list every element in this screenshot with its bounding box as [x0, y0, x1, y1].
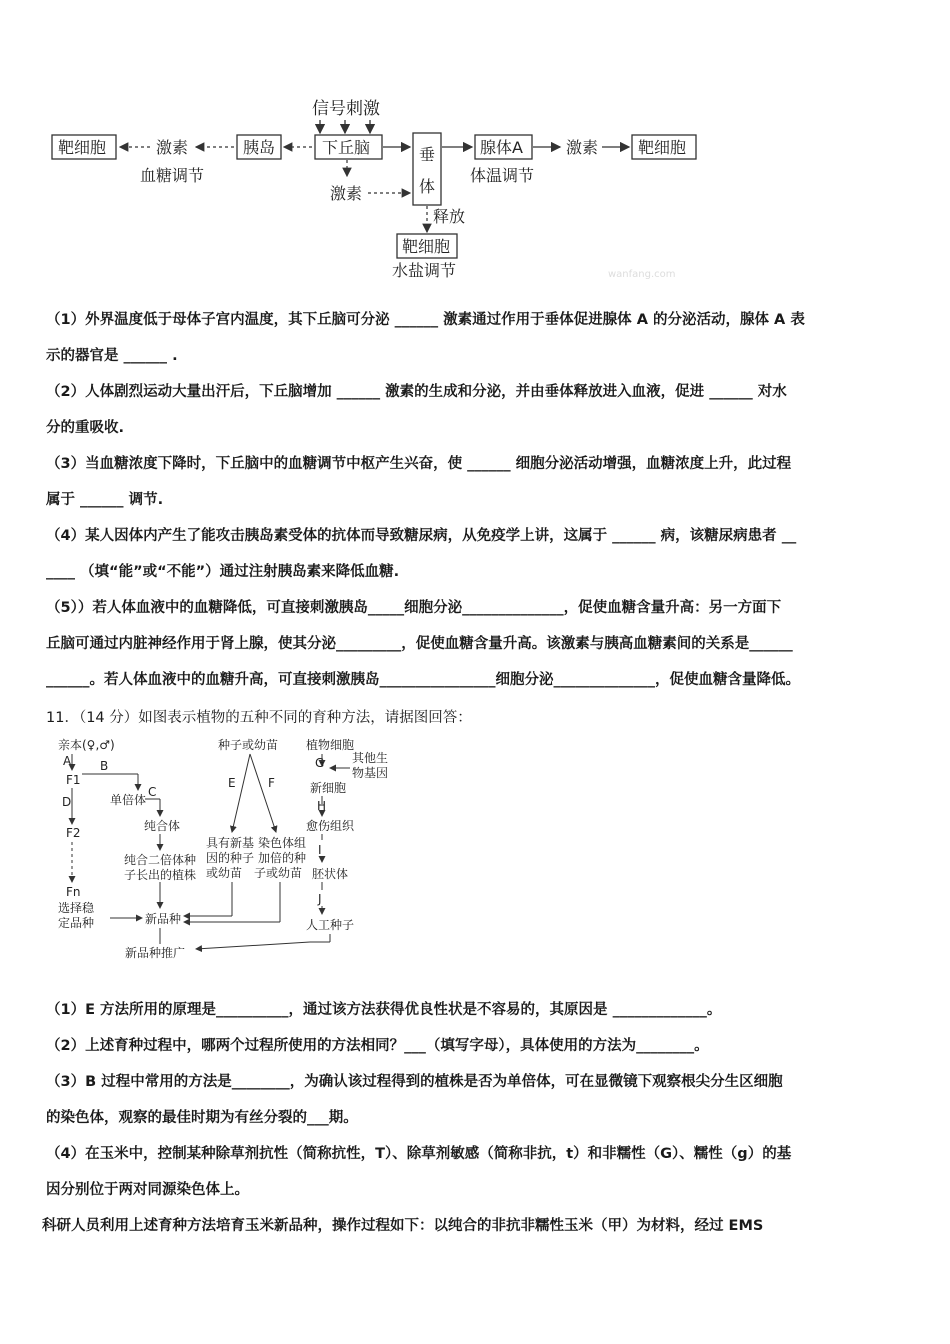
label-D: D [62, 795, 72, 809]
q10-line: （2）人体剧烈运动大量出汗后，下丘脑增加 ______ 激素的生成和分泌，并由垂体释放进入血液，促进 ______ 对水 [46, 384, 787, 400]
label-Fn: Fn [66, 885, 81, 899]
doubled-label-2: 加倍的种 [258, 851, 307, 865]
question-11-text [42, 992, 908, 1244]
q11-line: （4）在玉米中，控制某种除草剂抗性（简称抗性，T）、除草剂敏感（简称非抗，t）和非糯性（G）、糯性（g）的基 [46, 1146, 792, 1162]
q10-line: ____ （填“能”或“不能”）通过注射胰岛素来降低血糖. [46, 564, 400, 580]
label-A: A [63, 754, 72, 768]
q10-line: 丘脑可通过内脏神经作用于肾上腺，使其分泌_________，促使血糖含量升高。该激素与胰高血糖素间的关系是______ [46, 636, 793, 652]
q10-line: （1）外界温度低于母体子宫内温度，其下丘脑可分泌 ______ 激素通过作用于垂体促进腺体 A 的分泌活动，腺体 A 表 [46, 312, 805, 328]
doubled-label-1: 染色体组 [258, 836, 307, 850]
q10-line: 示的器官是 ______ . [46, 348, 178, 364]
new-cell-label: 新细胞 [310, 781, 347, 795]
label-F: F [268, 776, 275, 790]
callus-label: 愈伤组织 [306, 819, 355, 833]
plant-cell-label: 植物细胞 [306, 738, 355, 752]
doubled-label-3: 子或幼苗 [254, 866, 303, 880]
parents-label: 亲本(♀,♂) [58, 738, 115, 752]
haploid-label: 单倍体 [110, 793, 147, 807]
q10-line: 属于 ______ 调节. [46, 492, 164, 508]
artificial-seed-label: 人工种子 [306, 918, 355, 932]
seed-label: 种子或幼苗 [218, 738, 279, 752]
diploid-label-1: 纯合二倍体种 [124, 853, 197, 867]
q10-line: 分的重吸收. [46, 420, 125, 436]
q11-line: （2）上述育种过程中，哪两个过程所使用的方法相同？___（填写字母），具体使用的方法为________。 [46, 1038, 709, 1054]
hormone-regulation-diagram [0, 0, 950, 290]
hormone-left: 激素 [156, 138, 189, 157]
label-H: H [317, 799, 327, 813]
new-gene-label-1: 具有新基 [206, 836, 255, 850]
q10-line: ______。若人体血液中的血糖升高，可直接刺激胰岛________________细胞分泌______________，促使血糖含量降低。 [46, 672, 800, 688]
pituitary-char-1: 垂 [419, 145, 436, 164]
target-cell-left: 靶细胞 [58, 138, 107, 157]
body-temp-label: 体温调节 [470, 166, 535, 185]
select-label-1: 选择稳 [58, 901, 95, 915]
hypothalamus-label: 下丘脑 [322, 138, 371, 157]
q10-line: （5））若人体血液中的血糖降低，可直接刺激胰岛_____细胞分泌______________，促使血糖含量升高：另一方面下 [46, 600, 782, 616]
label-B: B [100, 759, 109, 773]
pure-label: 纯合体 [144, 819, 181, 833]
release-label: 释放 [433, 207, 466, 226]
q11-line: （3）B 过程中常用的方法是________，为确认该过程得到的植株是否为单倍体，可在显微镜下观察根尖分生区细胞 [46, 1074, 783, 1090]
new-variety-label: 新品种 [145, 912, 182, 926]
other-gene-label-2: 物基因 [352, 766, 389, 780]
label-F1: F1 [66, 773, 81, 787]
diploid-label-2: 子长出的植株 [124, 868, 197, 882]
q10-line: （4）某人因体内产生了能攻击胰岛素受体的抗体而导致糖尿病，从免疫学上讲，这属于 ______ 病，该糖尿病患者 __ [46, 528, 797, 544]
hormone-right: 激素 [566, 138, 599, 157]
question-11-header: 11．（14 分）如图表示植物的五种不同的育种方法，请据图回答： [46, 710, 472, 726]
label-G: G [315, 756, 325, 770]
label-I: I [318, 843, 322, 857]
q11-line: 的染色体，观察的最佳时期为有丝分裂的___期。 [46, 1110, 358, 1126]
label-E: E [228, 776, 236, 790]
label-C: C [148, 785, 157, 799]
embryoid-label: 胚状体 [312, 867, 349, 881]
label-F2: F2 [66, 826, 81, 840]
watermark: wanfang.com [608, 269, 676, 280]
other-gene-label-1: 其他生 [352, 751, 389, 765]
pancreas-label: 胰岛 [243, 138, 276, 157]
hormone-below: 激素 [330, 184, 363, 203]
question-10-text [46, 302, 908, 698]
q11-line: （1）E 方法所用的原理是__________，通过该方法获得优良性状是不容易的，其原因是 _____________。 [46, 1002, 722, 1018]
target-cell-bottom: 靶细胞 [402, 237, 451, 256]
blood-sugar-label: 血糖调节 [140, 166, 205, 185]
q11-line: 因分别位于两对同源染色体上。 [46, 1182, 249, 1198]
gland-a-label: 腺体A [480, 138, 523, 157]
signal-label: 信号刺激 [312, 99, 380, 119]
label-J: J [318, 892, 322, 906]
new-gene-label-2: 因的种子 [206, 851, 255, 865]
promotion-label: 新品种推广 [125, 946, 186, 960]
new-gene-label-3: 或幼苗 [206, 866, 243, 880]
target-cell-right: 靶细胞 [638, 138, 687, 157]
q11-line: 科研人员利用上述育种方法培育玉米新品种，操作过程如下：以纯合的非抗非糯性玉米（甲）为材料，经过 EMS [42, 1218, 764, 1234]
select-label-2: 定品种 [58, 916, 95, 930]
breeding-methods-diagram [0, 732, 950, 972]
q10-line: （3）当血糖浓度下降时，下丘脑中的血糖调节中枢产生兴奋，使 ______ 细胞分泌活动增强，血糖浓度上升，此过程 [46, 456, 792, 472]
water-salt-label: 水盐调节 [392, 261, 457, 280]
pituitary-char-2: 体 [419, 177, 436, 196]
